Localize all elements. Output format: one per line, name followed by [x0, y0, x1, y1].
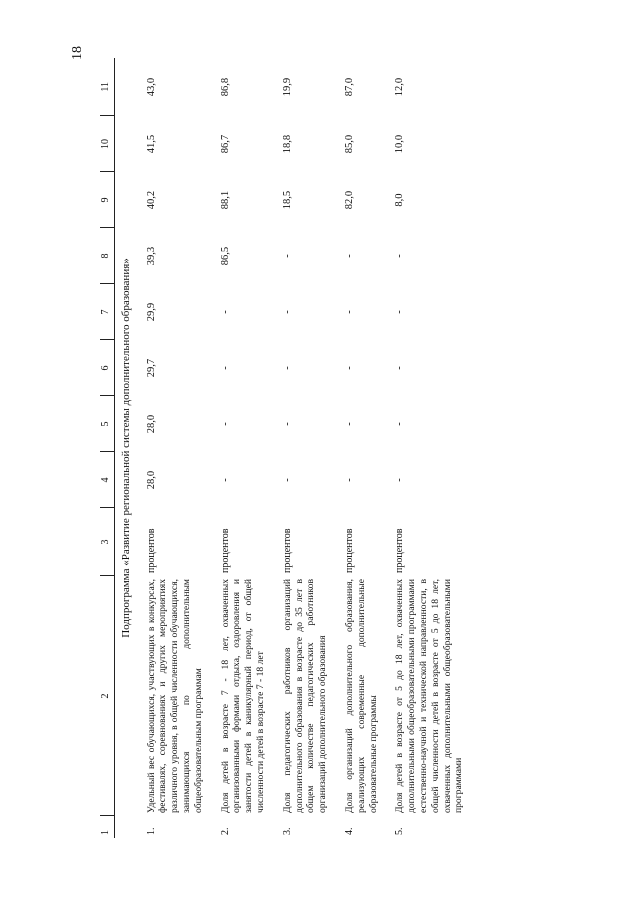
row-number: 5.	[394, 827, 406, 835]
column-header: 4	[100, 452, 115, 508]
page-number: 18	[70, 46, 85, 60]
table-row	[337, 58, 387, 838]
value-cell: -	[343, 310, 355, 314]
row-number: 3.	[281, 827, 293, 835]
value-cell: 86,5	[219, 246, 231, 266]
value-cell: 8,0	[394, 193, 406, 207]
rotated-table-container	[100, 58, 520, 838]
value-cell: -	[281, 310, 293, 314]
value-cell: 86,7	[219, 134, 231, 154]
indicator-unit: процентов	[394, 528, 406, 573]
value-cell: -	[219, 310, 231, 314]
column-header: 7	[100, 284, 115, 340]
value-cell: -	[394, 254, 406, 258]
value-cell: 85,0	[343, 134, 355, 154]
column-header: 5	[100, 396, 115, 452]
value-cell: -	[219, 366, 231, 370]
value-cell: -	[394, 310, 406, 314]
subprogram-row	[115, 58, 139, 838]
indicator-name: Доля педагогических работников организаций дополнительного образования в возрасте до 35 лет в общем количестве педагогических работников организаций дополнительного образования	[281, 579, 329, 813]
value-cell: -	[343, 366, 355, 370]
column-header: 1	[100, 816, 115, 838]
value-cell: 86,8	[219, 77, 231, 97]
value-cell: 19,9	[281, 77, 293, 97]
table-header-row	[100, 58, 115, 838]
table-row	[213, 58, 275, 838]
value-cell: 43,0	[145, 77, 157, 97]
indicator-name: Доля организаций дополнительного образования, реализующих современные дополнительные образовательные программы	[343, 579, 379, 813]
value-cell: -	[394, 366, 406, 370]
table-row	[275, 58, 337, 838]
value-cell: -	[281, 254, 293, 258]
indicator-unit: процентов	[281, 528, 293, 573]
subprogram-title: Подпрограмма «Развитие региональной системы дополнительного образования»	[120, 258, 132, 638]
value-cell: -	[343, 254, 355, 258]
column-header: 2	[100, 576, 115, 816]
value-cell: 28,0	[145, 414, 157, 434]
value-cell: 40,2	[145, 190, 157, 210]
value-cell: -	[219, 422, 231, 426]
row-number: 4.	[343, 827, 355, 835]
value-cell: 18,8	[281, 134, 293, 154]
value-cell: 29,7	[145, 358, 157, 378]
indicator-unit: процентов	[343, 528, 355, 573]
column-header: 9	[100, 172, 115, 228]
indicators-table	[100, 58, 473, 838]
indicator-unit: процентов	[145, 528, 157, 573]
value-cell: 88,1	[219, 190, 231, 210]
value-cell: 82,0	[343, 190, 355, 210]
value-cell: -	[219, 478, 231, 482]
value-cell: -	[281, 478, 293, 482]
value-cell: 29,9	[145, 302, 157, 322]
value-cell: -	[394, 478, 406, 482]
row-number: 2.	[219, 827, 231, 835]
column-header: 10	[100, 116, 115, 172]
column-header: 3	[100, 508, 115, 576]
column-header: 8	[100, 228, 115, 284]
value-cell: 39,3	[145, 246, 157, 266]
value-cell: -	[394, 422, 406, 426]
value-cell: -	[343, 422, 355, 426]
value-cell: 10,0	[394, 134, 406, 154]
table-row	[139, 58, 213, 838]
value-cell: 12,0	[394, 77, 406, 97]
indicator-name: Удельный вес обучающихся, участвующих в конкурсах, фестивалях, соревнованиях и других мероприятиях различного уровня, в общей численности обучающихся, занимающихся по дополнительным общеобразовательным программам	[145, 579, 204, 813]
value-cell: 28,0	[145, 470, 157, 490]
value-cell: 18,5	[281, 190, 293, 210]
value-cell: -	[281, 366, 293, 370]
row-number: 1.	[145, 827, 157, 835]
indicator-name: Доля детей в возрасте 7 - 18 лет, охваченных организованными формами отдыха, оздоровления и занятости детей в каникулярный период, от общей численности детей в возрасте 7 - 18 лет	[219, 579, 266, 813]
value-cell: -	[281, 422, 293, 426]
value-cell: 87,0	[343, 77, 355, 97]
table-row	[387, 58, 473, 838]
column-header: 6	[100, 340, 115, 396]
value-cell: -	[343, 478, 355, 482]
indicator-name: Доля детей в возрасте от 5 до 18 лет, охваченных дополнительными общеобразовательными программами естественно-научной и технической направленности, в общей численности детей в возрасте от 5 до 18 лет, охваченных дополнительными общеобразовательными программами	[394, 579, 465, 813]
indicator-unit: процентов	[219, 528, 231, 573]
value-cell: 41,5	[145, 134, 157, 154]
column-header: 11	[100, 58, 115, 116]
